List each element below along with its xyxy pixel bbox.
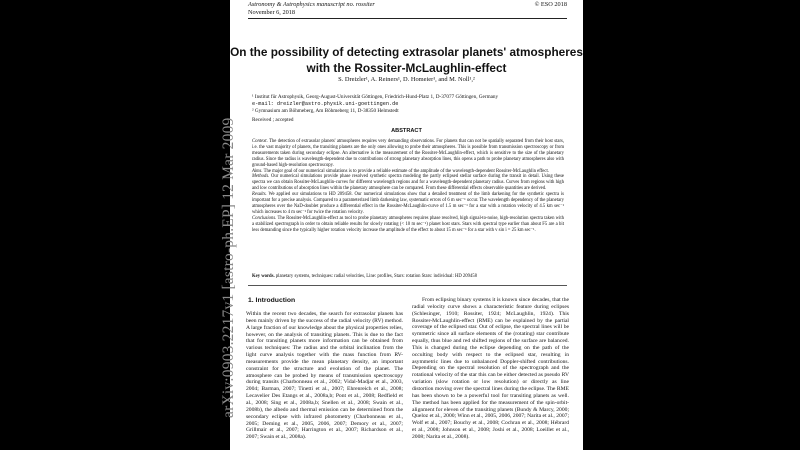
abstract-body bbox=[252, 139, 564, 234]
abstract-rule bbox=[248, 285, 567, 286]
affiliation-email: e-mail: dreizler@astro.physik.uni-goettingen.de bbox=[252, 100, 399, 107]
keywords-label: Key words. bbox=[252, 274, 275, 279]
arxiv-stamp: arXiv:0903.2217v1 [astro-ph.EP] 12 Mar 2009 bbox=[220, 117, 237, 418]
intro-paragraph-1: Within the recent two decades, the search for extrasolar planets has been mainly driven by the success of the radial velocity (RV) method. A large fraction of our knowledge about the physical properties relies, however, on the analysis of transiting planets. This is due to the fact that for transiting planets more information can be obtained from various techniques: The radius and the orbital inclination from the light curve analysis together with the mass function from RV-measurements provide the mean planetary density, an important constraint for the structure and evolution of the planet. The atmosphere can be probed by means of transmission spectroscopy during transits (Charbonneau et al., 2002; Vidal-Madjar et al., 2003, 2004; Barman, 2007; Tinetti et al., 2007; Ehrenreich et al., 2008; Lecavelier Des Etangs et al., 2008a,b; Pont et al., 2008; Redfield et al., 2008; Sing et al., 2008a,b; Snellen et al., 2008; Swain et al., 2008b), the albedo and thermal emission can be determined from the secondary eclipse with infrared photometry (Charbonneau et al., 2005; Deming et al., 2005, 2006, 2007; Demory et al., 2007; Grillmair et al., 2007; Harrington et al., 2007; Richardson et al., 2007; Swain et al., 2008a). bbox=[246, 311, 403, 441]
keywords-text: planetary systems, techniques: radial velocities, Line: profiles, Stars: rotation Stars: individual: HD 209458 bbox=[275, 274, 477, 279]
intro-paragraph-2: From eclipsing binary systems it is known since decades, that the radial velocity curve shows a characteristic feature during eclipses (Schlesinger, 1910; Rossiter, 1924; McLaughlin, 1924). This Rossiter-McLaughlin-effect (RME) can be explained by the partial coverage of the eclipsed star. Out of eclipse, the spectral lines will be symmetric since all surface elements of the (rotating) star contribute equally, thus blue and red shifted regions of the surface are balanced. This is changed during the eclipse depending on the path of the occulting body with respect to the eclipsed star, resulting in asymmetric lines due to unbalanced Doppler-shifted contributions. Depending on the spectral resolution of the spectrograph and the rotational velocity of the star this can be either detected as pseudo RV variation (slow rotation or low resolution) or directly as line distortion moving over the spectral lines during the eclipse. The RME has been shown to be a powerful tool for transiting planets as well. The method has been applied for the measurement of the spin-orbit-alignment for eleven of the transiting planets (Bundy & Marcy, 2000; Queloz et al., 2000; Winn et al., 2005, 2006, 2007; Narita et al., 2007; Wolf et al., 2007; Bouchy et al., 2008; Cochran et al., 2008; Hébrard et al., 2008; Johnson et al., 2008; Joshi et al., 2008; Loeillet et al., 2008; Narita et al., 2008). bbox=[412, 297, 569, 440]
copyright: © ESO 2018 bbox=[534, 1, 567, 8]
abstract-methods: Methods. Our numerical simulations provide phase resolved synthetic spectra modeling the partly eclipsed stellar surface during the transit in detail. Using these spectra we can obtain Rossiter-McLaughlin-curves for different wavelength regions and for a wavelength-dependent planetary radius. Curves from regions with high and low contributions of absorption lines within the planetary atmosphere can be compared. From these differential effects observable quantities are derived. bbox=[252, 174, 565, 192]
section-heading: 1. Introduction bbox=[248, 297, 296, 304]
affiliation-1: ¹ Institut für Astrophysik, Georg-August-Universität Göttingen, Friedrich-Hund-Platz 1, D-37077 Göttingen, Germany bbox=[252, 94, 499, 100]
received-line: Received ; accepted bbox=[252, 117, 294, 123]
intro-left-column bbox=[246, 311, 403, 441]
paper-page bbox=[230, 0, 583, 450]
author-list: S. Dreizler¹, A. Reiners¹, D. Homeier¹, and M. Noll¹,² bbox=[338, 76, 475, 83]
affiliation-2: ² Gymnasium am Böhmeberg, Am Böhmeberg 11, D-38350 Helmstedt bbox=[252, 107, 399, 114]
affiliations bbox=[252, 94, 572, 115]
abstract-heading: ABSTRACT bbox=[391, 128, 422, 134]
intro-right-column bbox=[412, 297, 569, 441]
abstract-results: Results. We applied our simulations to HD 209458. Our numerical simulations show that a detailed treatment of the limb darkening for the synthetic spectra is important for a precise analysis. Compared to a parameterized limb darkening law, systematic errors of 6 m sec⁻¹ occur. The wavelength dependency of the planetary atmospheres over the NaD-doublet produce a differential effect in the Rossiter-McLaughlin-curve of 1.5 m sec⁻¹ for a star with a rotation velocity of 4.5 km sec⁻¹ which increases to 4 m sec⁻¹ for twice the rotation velocity. bbox=[252, 192, 564, 215]
abstract-context: Context. The detection of extrasolar planets' atmospheres requires very demanding observations. For planets that can not be spatially separated from their host stars, i.e. the vast majority of planets, the transiting planets are the only ones allowing to probe their atmospheres. This is possible from transmission spectroscopy or from measurements taken during secondary eclipse. An alternative is the measurement of the Rossiter-McLaughlin-effect, which is sensitive to the size of the planetary radius. Since the radius is wavelength-dependent due to contributions of strong planetary absorption lines, this opens a path to probe planetary atmospheres also with ground-based high-resolution spectroscopy. bbox=[252, 139, 564, 168]
journal-name: Astronomy & Astrophysics manuscript no. rossiter bbox=[248, 1, 375, 8]
paper-title: On the possibility of detecting extrasolar planets' atmospheres with the Rossiter-McLaughlin-effect bbox=[230, 45, 583, 75]
header-rule bbox=[248, 18, 567, 19]
manuscript-date: November 6, 2018 bbox=[248, 9, 296, 16]
abstract-aims: Aims. The major goal of our numerical simulations is to provide a reliable estimate of the amplitude of the wavelength-dependent Rossiter-McLaughlin effect. bbox=[252, 168, 549, 174]
keywords bbox=[252, 274, 564, 280]
abstract-conclusions: Conclusions. The Rossiter-McLaughlin-effect as tool to probe planetary atmospheres requires phase resolved, high signal-to-noise, high-resolution spectra taken with a stabilized spectrograph in order to obtain reliable results for slowly rotating (< 10 m sec⁻¹) planet host stars. Stars with spectral type earlier than about F5 are a bit less demanding since the typically higher rotation velocity increase the amplitude of the effect to about 15 m sec⁻¹ for a star with v sin i = 25 km sec⁻¹. bbox=[252, 215, 564, 233]
